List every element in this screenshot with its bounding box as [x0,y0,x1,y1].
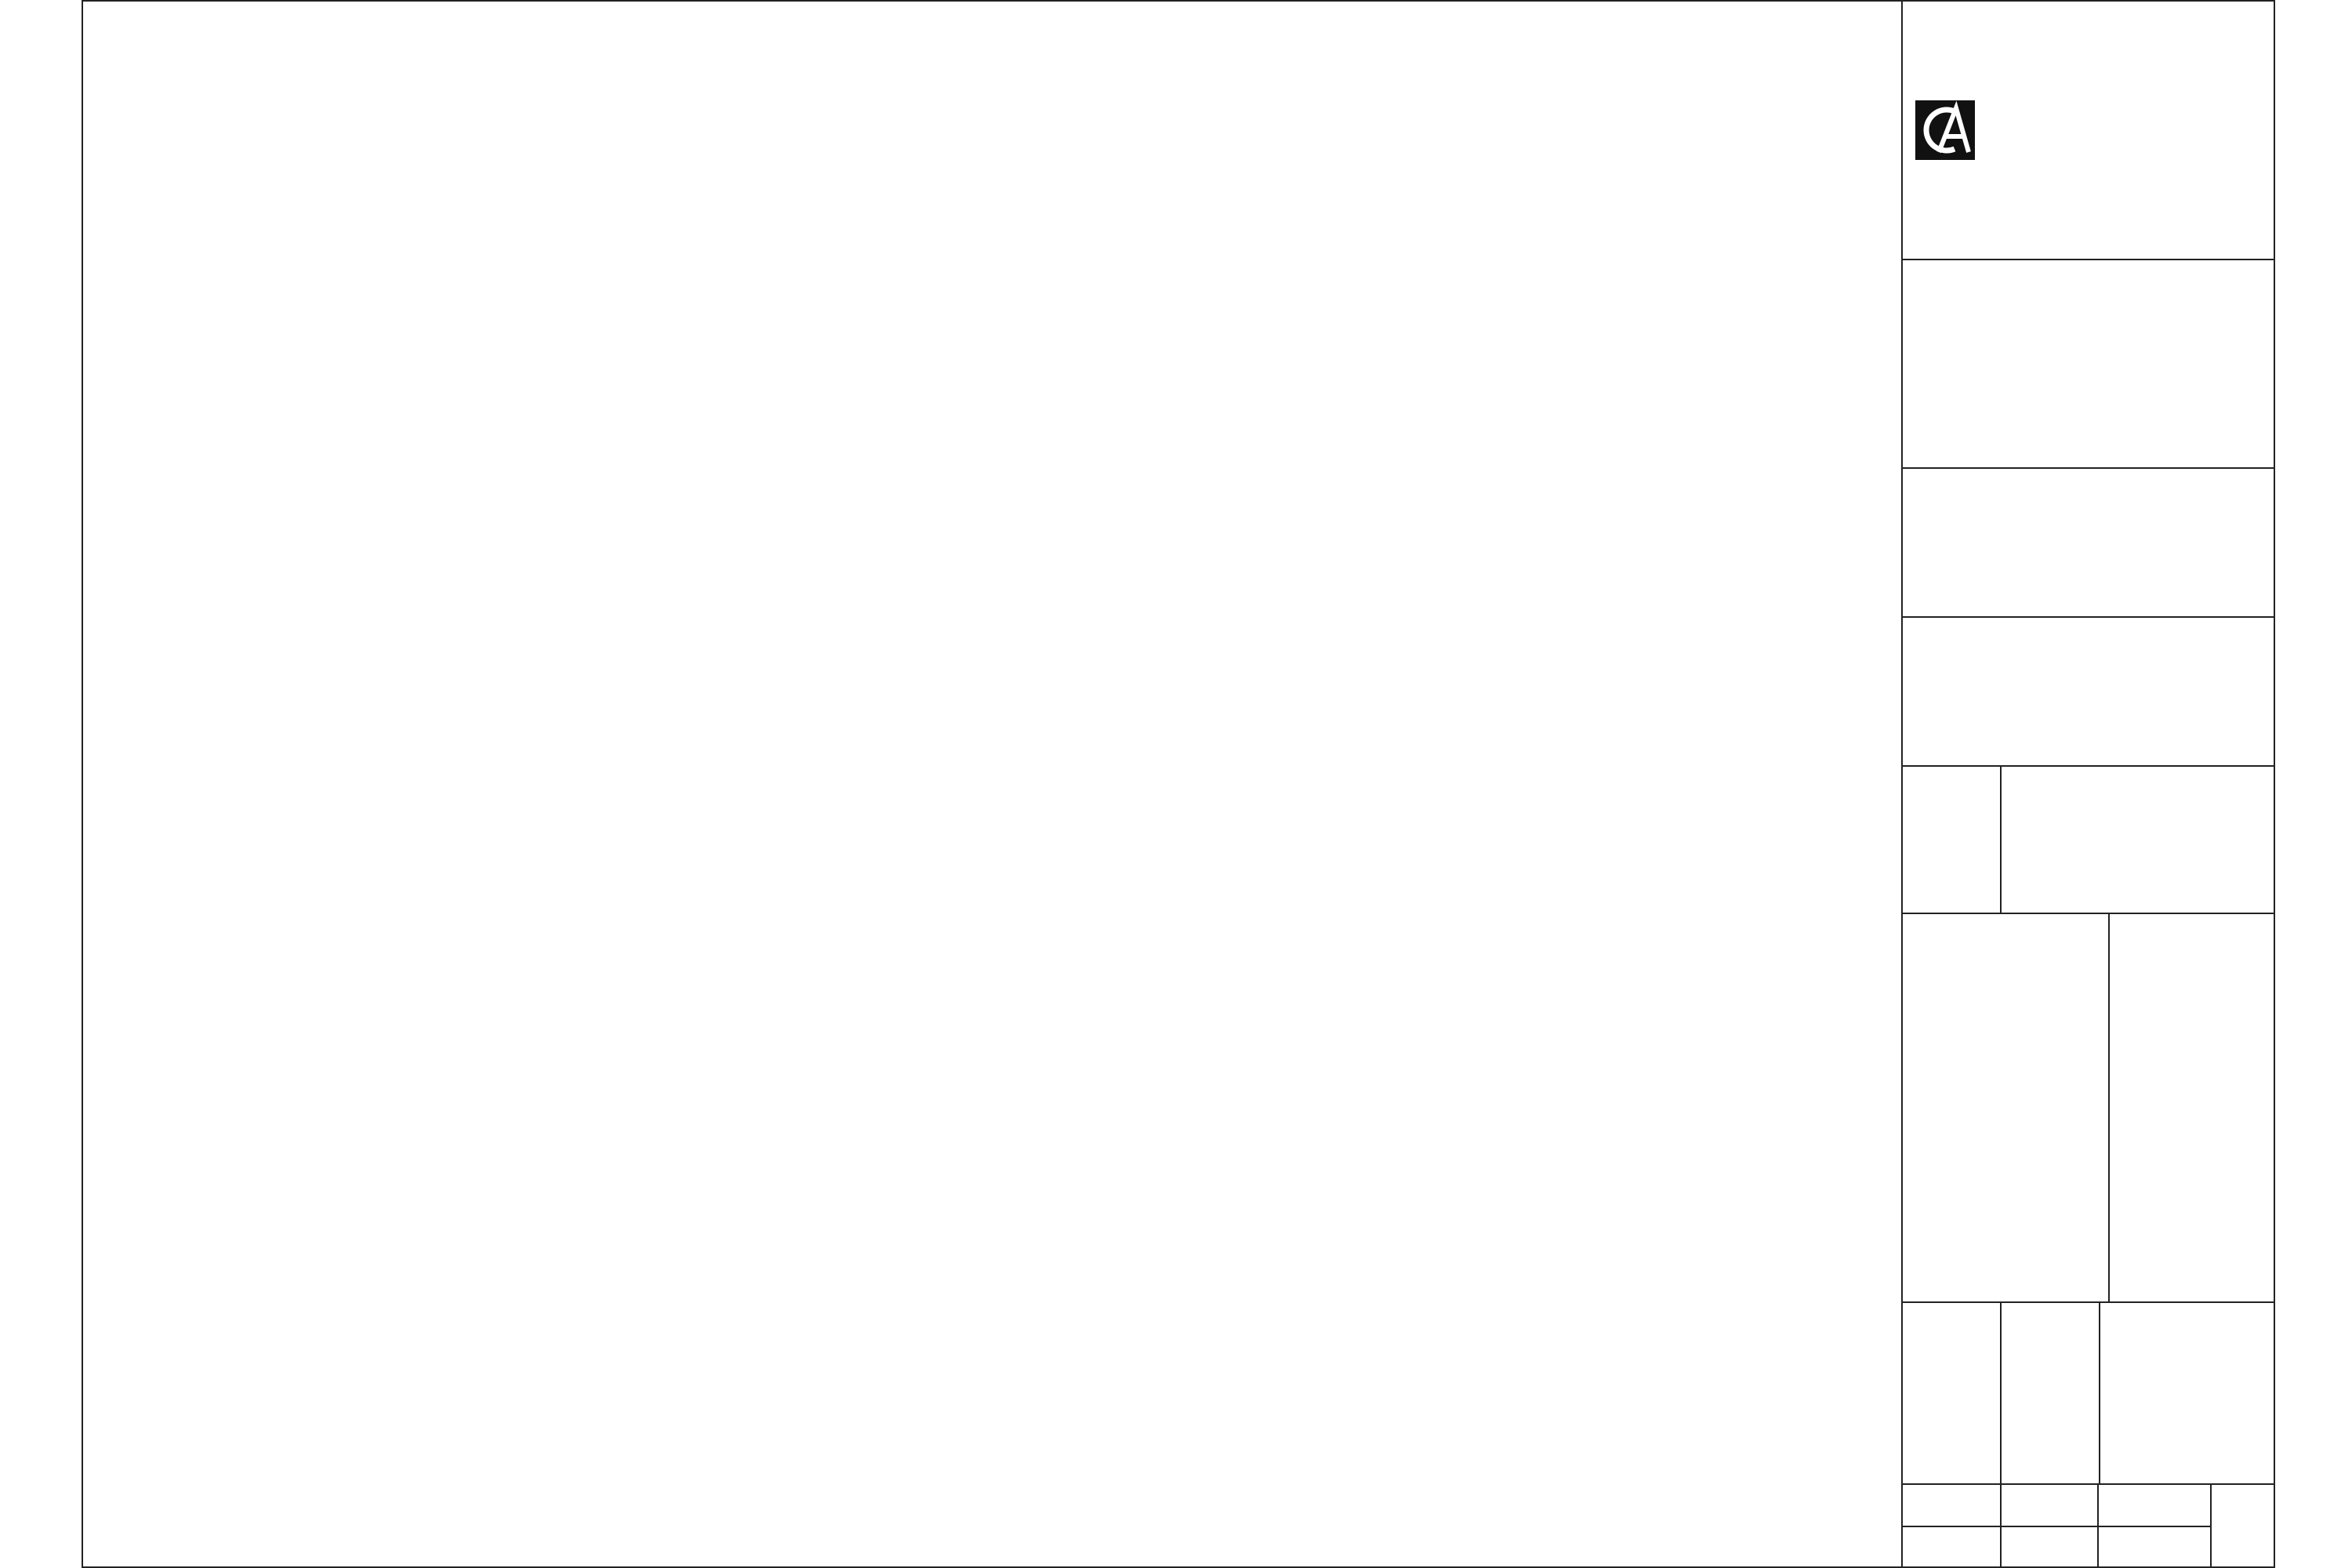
firm-logo [1915,100,1975,160]
title-block [1901,0,2275,1568]
